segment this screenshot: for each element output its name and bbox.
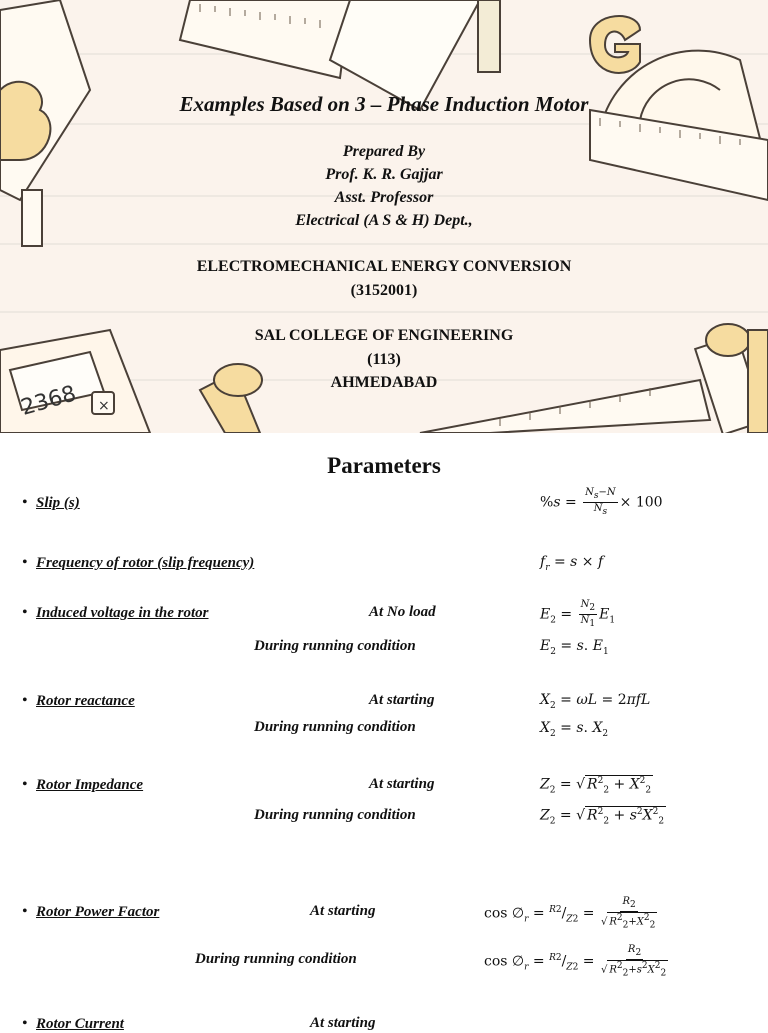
calculator-display: 2368 [18,381,80,421]
formula-impedance-starting: $Z_2$ = √ $R^2_2 + X^2_2$ [540,776,652,796]
ruler-icon [180,0,350,78]
svg-text:×: × [98,398,110,414]
term-rotor-impedance: Rotor Impedance [36,777,144,793]
formula-impedance-running: $Z_2$ = √ $R^2_2 + s^2X^2_2$ [540,807,665,827]
term-rotor-current: Rotor Current [36,1016,124,1032]
list-item: • Rotor reactance [22,692,135,709]
formula-rotor-frequency: $f_r = s \times f$ [540,554,604,573]
prepared-by-label: Prepared By [342,143,426,160]
formula-voltage-running: $E_2 = s$. $E_1$ [540,638,609,657]
term-induced-voltage: Induced voltage in the rotor [36,605,209,621]
condition-starting: At starting [369,692,435,708]
list-item: • Frequency of rotor (slip frequency) [22,554,255,571]
condition-running: During running condition [254,638,416,654]
list-item: • Rotor Current [22,1015,124,1032]
cover-title: Examples Based on 3 – Phase Induction Motor [179,92,589,116]
condition-running: During running condition [254,807,416,823]
college-code: (113) [367,351,401,368]
condition-no-load: At No load [369,604,436,620]
parameters-title: Parameters [327,453,441,478]
term-rotor-frequency: Frequency of rotor (slip frequency) [36,555,255,571]
term-slip: Slip (s) [36,495,80,511]
subject-name: ELECTROMECHANICAL ENERGY CONVERSION [196,258,572,275]
college-city: AHMEDABAD [330,374,438,391]
author-designation: Asst. Professor [334,189,434,206]
list-item: • Induced voltage in the rotor [22,604,209,621]
formula-reactance-starting: $X_2 = \omega L = 2\pi fL$ [540,692,651,711]
condition-running: During running condition [195,951,357,967]
parameters-slide [0,441,768,1032]
author-name: Prof. K. R. Gajjar [325,166,443,183]
condition-starting: At starting [310,903,376,919]
term-rotor-power-factor: Rotor Power Factor [36,904,160,920]
list-item: • Rotor Impedance [22,776,144,793]
condition-starting: At starting [369,776,435,792]
term-rotor-reactance: Rotor reactance [36,693,135,709]
author-department: Electrical (A S & H) Dept., [295,212,473,229]
formula-reactance-running: $X_2 = s$. $X_2$ [540,720,609,739]
list-item: • Rotor Power Factor [22,903,160,920]
formula-pf-running: $\cos \emptyset_r = ^{R2}/_{Z2}$ = $\frac{R_2}{√ R^2_2+s^2X^2_2}$ [484,944,667,979]
condition-running: During running condition [254,719,416,735]
formula-voltage-no-load: $E_2$ = $\frac{N_2}{N_1}$ $E_1$ [540,599,616,629]
formula-pf-starting: $\cos \emptyset_r = ^{R2}/_{Z2}$ = $\frac{R_2}{√ R^2_2+X^2_2}$ [484,896,656,931]
cover-slide [0,0,768,433]
formula-slip: %s = $\frac{N_s-N}{N_s}$ × 100 [540,487,663,517]
subject-code: (3152001) [350,282,418,299]
college-name: SAL COLLEGE OF ENGINEERING [254,327,514,344]
condition-starting: At starting [310,1015,376,1031]
list-item: • Slip (s) [22,494,80,511]
page-gap [0,433,768,441]
